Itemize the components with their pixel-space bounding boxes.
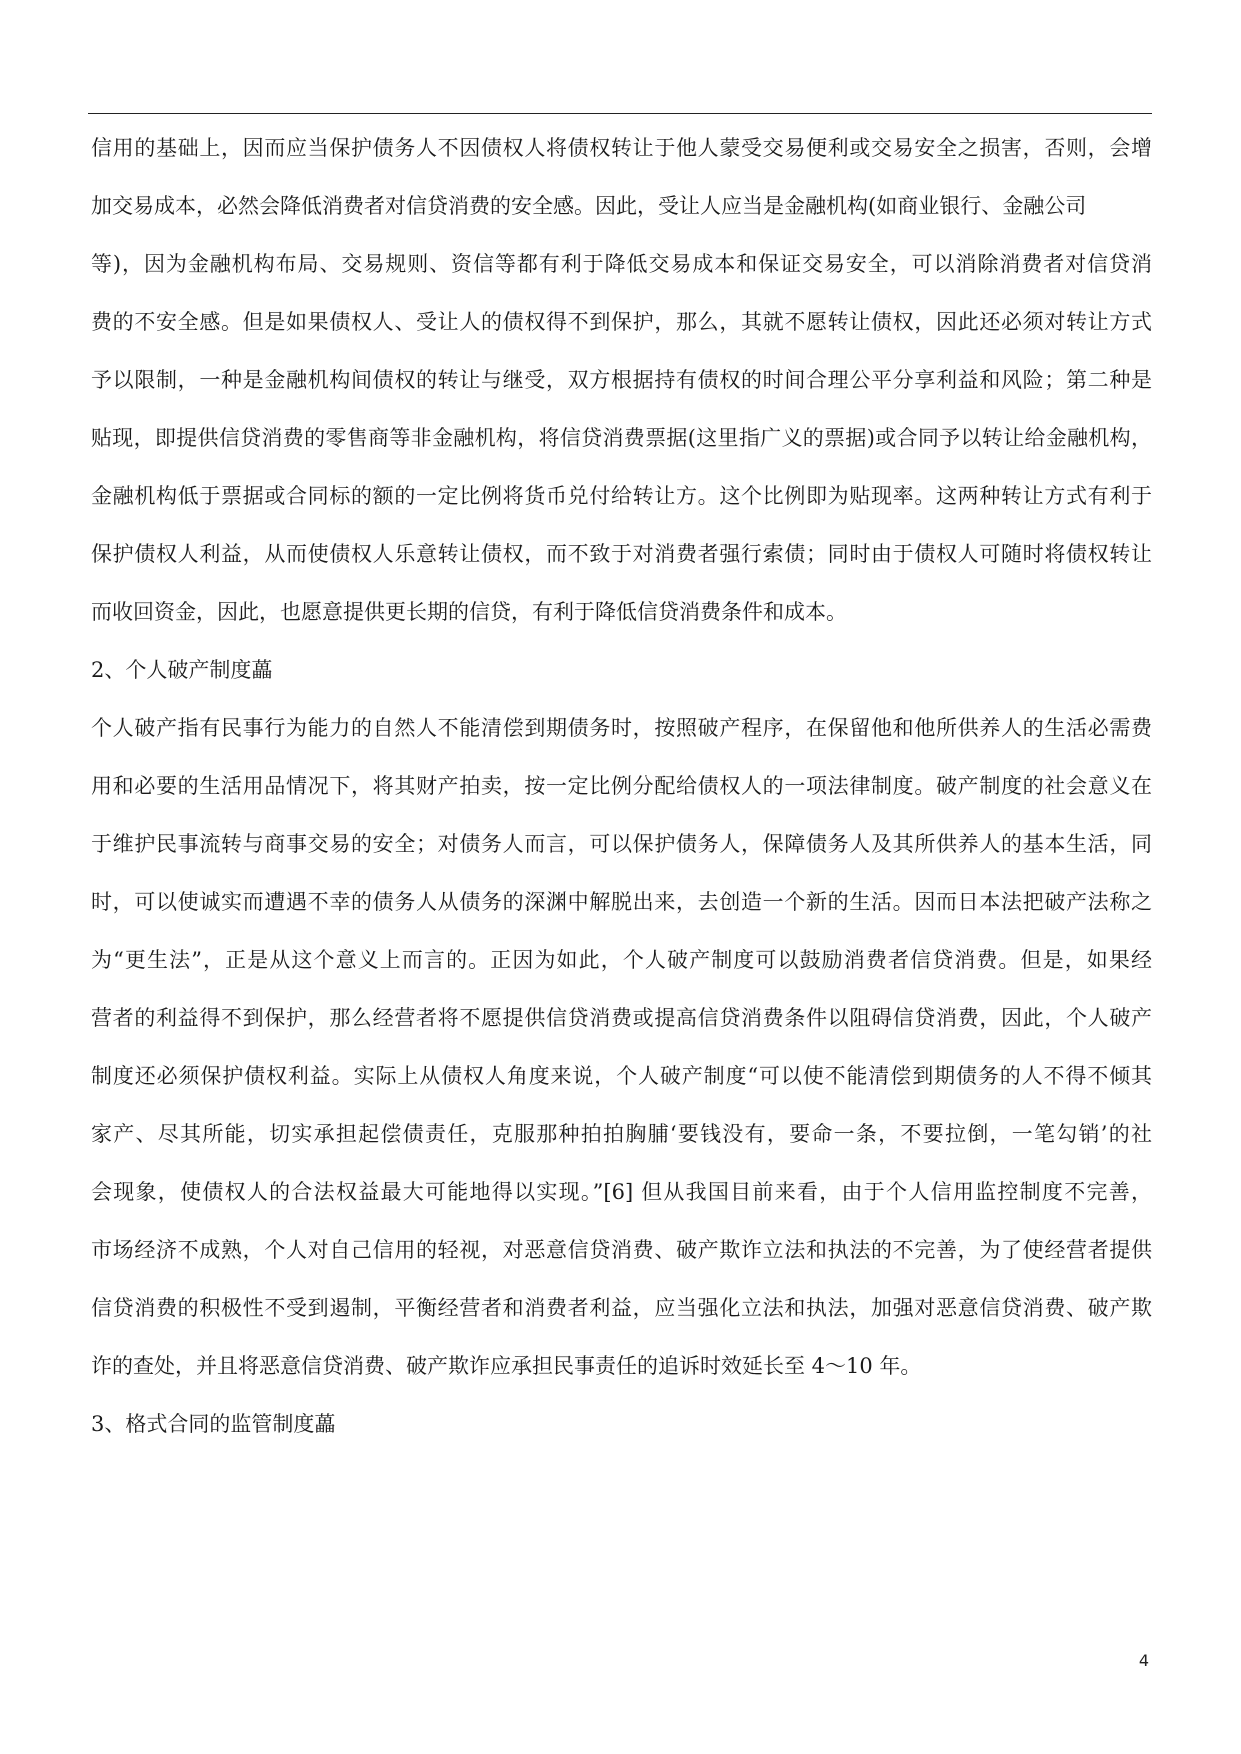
text-line: 金融机构低于票据或合同标的额的一定比例将货币兑付给转让方。这个比例即为贴现率。这两种转让方式有利于 (91, 484, 1152, 508)
section-heading: 3、格式合同的监管制度藟 (91, 1412, 336, 1436)
text-line: 营者的利益得不到保护，那么经营者将不愿提供信贷消费或提高信贷消费条件以阻碍信贷消费，因此，个人破产 (91, 1006, 1152, 1030)
text-line: 信用的基础上，因而应当保护债务人不因债权人将债权转让于他人蒙受交易便利或交易安全之损害，否则，会增 (91, 136, 1152, 160)
text-line: 市场经济不成熟，个人对自己信用的轻视，对恶意信贷消费、破产欺诈立法和执法的不完善，为了使经营者提供 (91, 1238, 1152, 1262)
text-line: 费的不安全感。但是如果债权人、受让人的债权得不到保护，那么，其就不愿转让债权，因此还必须对转让方式 (91, 310, 1152, 334)
text-line: 信贷消费的积极性不受到遏制，平衡经营者和消费者利益，应当强化立法和执法，加强对恶意信贷消费、破产欺 (91, 1296, 1152, 1320)
text-line: 诈的查处，并且将恶意信贷消费、破产欺诈应承担民事责任的追诉时效延长至 4～10 年。 (91, 1354, 922, 1378)
text-line: 予以限制，一种是金融机构间债权的转让与继受，双方根据持有债权的时间合理公平分享利益和风险；第二种是 (91, 368, 1152, 392)
text-line: 个人破产指有民事行为能力的自然人不能清偿到期债务时，按照破产程序，在保留他和他所供养人的生活必需费 (91, 716, 1152, 740)
text-line: 贴现，即提供信贷消费的零售商等非金融机构，将信贷消费票据(这里指广义的票据)或合同予以转让给金融机构， (91, 426, 1152, 450)
page-number: 4 (1138, 1651, 1149, 1670)
text-line: 加交易成本，必然会降低消费者对信贷消费的安全感。因此，受让人应当是金融机构(如商业银行、金融公司 (91, 194, 1087, 218)
text-line: 家产、尽其所能，切实承担起偿债责任，克服那种拍拍胸脯‘要钱没有，要命一条，不要拉倒，一笔勾销’的社 (91, 1122, 1152, 1146)
text-line: 等)，因为金融机构布局、交易规则、资信等都有利于降低交易成本和保证交易安全，可以消除消费者对信贷消 (91, 252, 1152, 276)
text-line: 而收回资金，因此，也愿意提供更长期的信贷，有利于降低信贷消费条件和成本。 (91, 600, 847, 624)
text-line: 为“更生法”，正是从这个意义上而言的。正因为如此，个人破产制度可以鼓励消费者信贷消费。但是，如果经 (91, 948, 1152, 972)
text-line: 于维护民事流转与商事交易的安全；对债务人而言，可以保护债务人，保障债务人及其所供养人的基本生活，同 (91, 832, 1152, 856)
text-line: 保护债权人利益，从而使债权人乐意转让债权，而不致于对消费者强行索债；同时由于债权人可随时将债权转让 (91, 542, 1152, 566)
text-line: 会现象，使债权人的合法权益最大可能地得以实现。”[6] 但从我国目前来看，由于个人信用监控制度不完善， (91, 1180, 1152, 1204)
text-line: 用和必要的生活用品情况下，将其财产拍卖，按一定比例分配给债权人的一项法律制度。破产制度的社会意义在 (91, 774, 1152, 798)
text-line: 制度还必须保护债权利益。实际上从债权人角度来说，个人破产制度“可以使不能清偿到期债务的人不得不倾其 (91, 1064, 1152, 1088)
section-heading: 2、个人破产制度藟 (91, 658, 273, 682)
text-line: 时，可以使诚实而遭遇不幸的债务人从债务的深渊中解脱出来，去创造一个新的生活。因而日本法把破产法称之 (91, 890, 1152, 914)
header-rule (88, 113, 1152, 114)
